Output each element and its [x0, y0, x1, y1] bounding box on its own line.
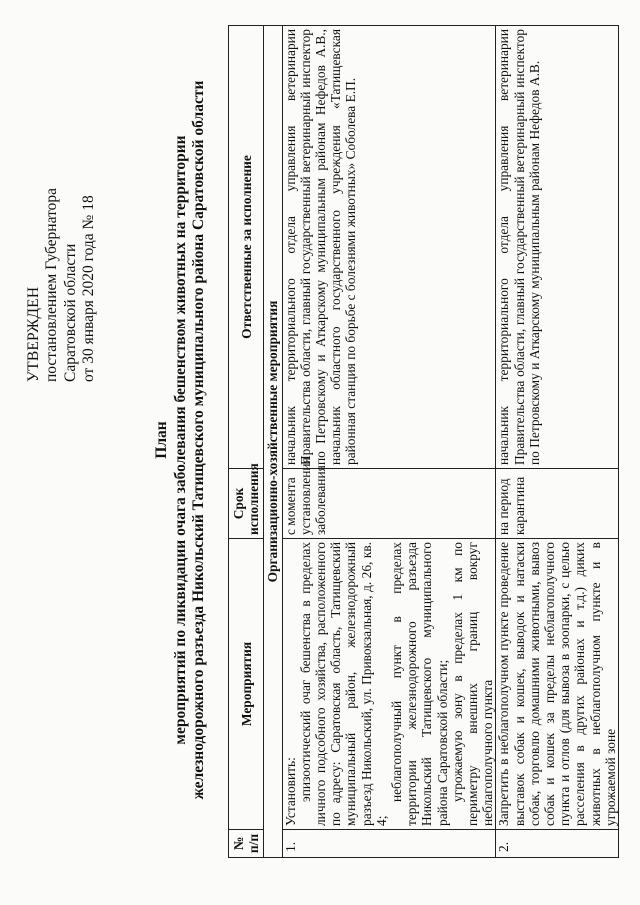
plan-table: [228, 25, 619, 858]
row-number: 2.: [496, 830, 619, 858]
table-header-row: [229, 26, 264, 858]
approval-line-1: постановлением Губернатора: [43, 187, 61, 382]
header-term: Срок исполнения: [229, 469, 264, 539]
title-line-2: мероприятий по ликвидации очага заболевания бешенством животных на территории: [171, 135, 189, 745]
approval-title: УТВЕРЖДЕН: [25, 286, 42, 382]
approval-line-3: от 30 января 2020 года № 18: [80, 195, 98, 382]
title-line-3: железнодорожного разъезда Никольский Татищевского муниципального района Саратовской области: [190, 80, 207, 800]
header-responsible: Ответственные за исполнение: [229, 26, 264, 469]
header-activity: Мероприятия: [229, 539, 264, 830]
approval-stamp: [25, 52, 99, 382]
title-line-1: План: [153, 421, 170, 459]
row-activity: [282, 539, 496, 830]
activity-paragraph: угрожаемую зону в пределах 1 км по периметру внешних границ вокруг неблагополучного пункта: [449, 542, 496, 826]
table-row: [496, 26, 619, 858]
section-title: Организационно-хозяйственные мероприятия: [264, 26, 282, 858]
row-term: с момента установления заболевания: [282, 469, 496, 539]
approval-line-2: Саратовской области: [61, 243, 79, 382]
activity-paragraph: эпизоотический очаг бешенства в пределах личного подсобного хозяйства, расположенного по адресу: Саратовская область, Татищевский муниципальный район, железнодорожный разъезд Никольский, ул. Привокзальная, д. 26, кв. 4;: [297, 542, 389, 826]
activity-paragraph: неблагополучный пункт в пределах территории железнодорожного разъезда Никольский Татищевского муниципального района Саратовской области;: [389, 542, 450, 826]
row-term: на период карантина: [496, 469, 619, 539]
row-responsible: начальник территориального отдела управления ветеринарии Правительства области, главный государственный ветеринарный инспектор по Петровскому и Аткарскому муниципальным районам Нефедов А.В.: [496, 26, 619, 469]
document-title: [153, 40, 209, 840]
row-responsible: начальник территориального отдела управления ветеринарии Правительства области, главный государственный ветеринарный инспектор по Петровскому и Аткарскому муниципальным районам Нефедов А.В., начальник областного государственного учреждения «Татищевская районная станция по борьбе с болезнями животных» Соболева Е.П.: [282, 26, 496, 469]
table-row: [282, 26, 496, 858]
row-activity: Запретить в неблагополучном пункте проведение выставок собак и кошек, выводок и натаски собак, торговлю домашними животными, вывоз собак и кошек за пределы неблагополучного пункта и отлов (для вывоза в зоопарки, с целью расселения в других районах и т.д.) диких животных в неблагополучном пункте и в угрожаемой зоне: [496, 539, 619, 830]
activity-intro: Установить:: [282, 757, 298, 826]
rotated-page: [25, 20, 618, 880]
header-num: № п/п: [229, 830, 264, 858]
row-number: 1.: [282, 830, 496, 858]
section-row: [264, 26, 282, 858]
